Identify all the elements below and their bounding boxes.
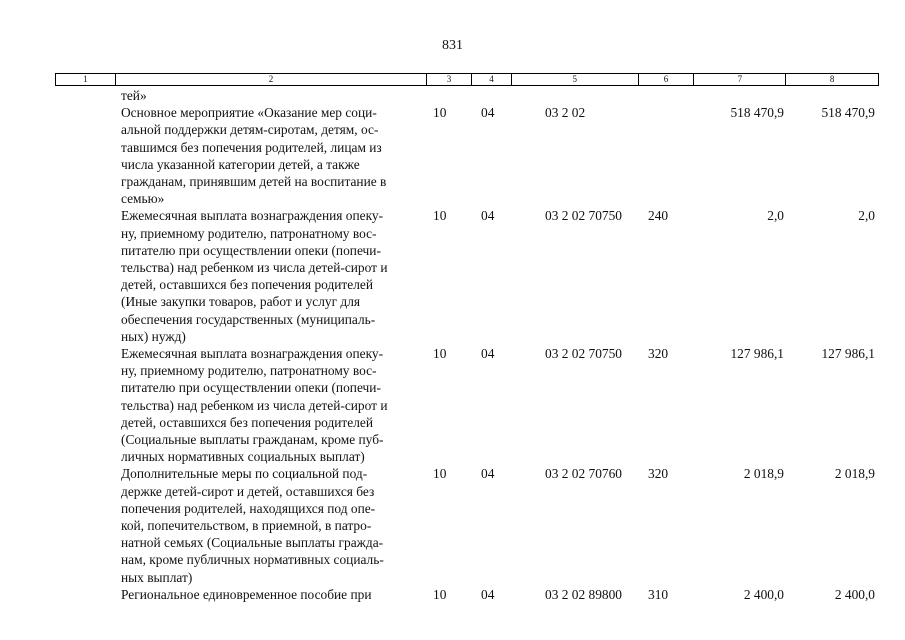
target-article-code: 03 2 02 70750 (545, 208, 622, 224)
description-line: Дополнительные меры по социальной под- (121, 466, 368, 482)
header-col-2: 2 (116, 74, 427, 85)
description-line: личных нормативных социальных выплат) (121, 449, 365, 465)
header-col-1: 1 (56, 74, 116, 85)
description-line: попечения родителей, находящихся под опе- (121, 500, 376, 516)
header-col-3: 3 (427, 74, 472, 85)
expense-type-code: 240 (648, 208, 669, 224)
description-line: альной поддержки детям-сиротам, детям, ос- (121, 122, 379, 138)
description-line: ну, приемному родителю, патронатному вос- (121, 363, 377, 379)
description-line: детей, оставшихся без попечения родителей (121, 414, 374, 430)
description-line: тавшимся без попечения родителей, лицам из (121, 139, 382, 155)
target-article-code: 03 2 02 70750 (545, 346, 622, 362)
expense-type-code: 310 (648, 586, 669, 602)
row-description (121, 465, 421, 585)
row-description (121, 104, 421, 207)
description-line: тельства) над ребенком из числа детей-сирот и (121, 397, 388, 413)
row-description (121, 586, 421, 603)
amount-col-8: 518 470,9 (821, 105, 875, 121)
description-line: Региональное единовременное пособие при (121, 586, 372, 602)
amount-col-7: 518 470,9 (730, 105, 784, 121)
section-code: 10 (433, 208, 447, 224)
description-line: питателю при осуществлении опеки (попечи- (121, 242, 381, 258)
section-code: 10 (433, 466, 447, 482)
section-code: 10 (433, 346, 447, 362)
subsection-code: 04 (481, 208, 495, 224)
description-line: детей, оставшихся без попечения родителей (121, 277, 374, 293)
amount-col-7: 127 986,1 (730, 346, 784, 362)
target-article-code: 03 2 02 (545, 105, 586, 121)
target-article-code: 03 2 02 70760 (545, 466, 622, 482)
description-line: (Иные закупки товаров, работ и услуг для (121, 294, 361, 310)
header-col-4: 4 (472, 74, 512, 85)
amount-col-8: 2 018,9 (834, 466, 875, 482)
description-line: обеспечения государственных (муниципаль- (121, 311, 376, 327)
header-col-8: 8 (829, 74, 835, 84)
description-line: нам, кроме публичных нормативных социаль- (121, 552, 384, 568)
description-line: тельства) над ребенком из числа детей-сирот и (121, 260, 388, 276)
description-line: числа указанной категории детей, а также (121, 156, 360, 172)
header-col-6: 6 (639, 74, 695, 85)
description-line: Ежемесячная выплата вознаграждения опеку- (121, 208, 384, 224)
row-description (121, 207, 421, 345)
rows-container (0, 104, 905, 603)
table-row (0, 586, 905, 603)
description-line: ных) нужд) (121, 328, 186, 344)
description-line: питателю при осуществлении опеки (попечи- (121, 380, 381, 396)
amount-col-8: 127 986,1 (821, 346, 875, 362)
subsection-code: 04 (481, 466, 495, 482)
section-code: 10 (433, 586, 447, 602)
continuation-text: тей» (121, 88, 147, 103)
table-row (0, 465, 905, 585)
header-col-7: 7 (694, 74, 786, 85)
expense-type-code: 320 (648, 346, 669, 362)
table-header-row (55, 73, 879, 86)
target-article-code: 03 2 02 89800 (545, 586, 622, 602)
table-body (0, 87, 905, 603)
amount-col-7: 2,0 (767, 208, 784, 224)
amount-col-8: 2 400,0 (834, 586, 875, 602)
amount-col-7: 2 018,9 (743, 466, 784, 482)
description-line: гражданам, принявшим детей на воспитание в (121, 174, 387, 190)
table-row (0, 207, 905, 345)
continuation-row (0, 87, 905, 104)
subsection-code: 04 (481, 586, 495, 602)
description-line: ных выплат) (121, 569, 193, 585)
subsection-code: 04 (481, 105, 495, 121)
table-row (0, 104, 905, 207)
amount-col-7: 2 400,0 (743, 586, 784, 602)
description-line: Ежемесячная выплата вознаграждения опеку- (121, 346, 384, 362)
row-description (121, 345, 421, 465)
subsection-code: 04 (481, 346, 495, 362)
amount-col-8: 2,0 (858, 208, 875, 224)
description-line: семью» (121, 191, 165, 207)
section-code: 10 (433, 105, 447, 121)
description-line: (Социальные выплаты гражданам, кроме пуб- (121, 432, 384, 448)
page-number: 831 (442, 38, 463, 53)
description-line: кой, попечительством, в приемной, в патро- (121, 518, 372, 534)
table-row (0, 345, 905, 465)
expense-type-code: 320 (648, 466, 669, 482)
description-line: держке детей-сирот и детей, оставшихся без (121, 483, 375, 499)
description-line: ну, приемному родителю, патронатному вос- (121, 225, 377, 241)
description-line: натной семьях (Социальные выплаты гражда- (121, 535, 384, 551)
description-line: Основное мероприятие «Оказание мер соци- (121, 105, 377, 121)
header-col-5: 5 (512, 74, 639, 85)
